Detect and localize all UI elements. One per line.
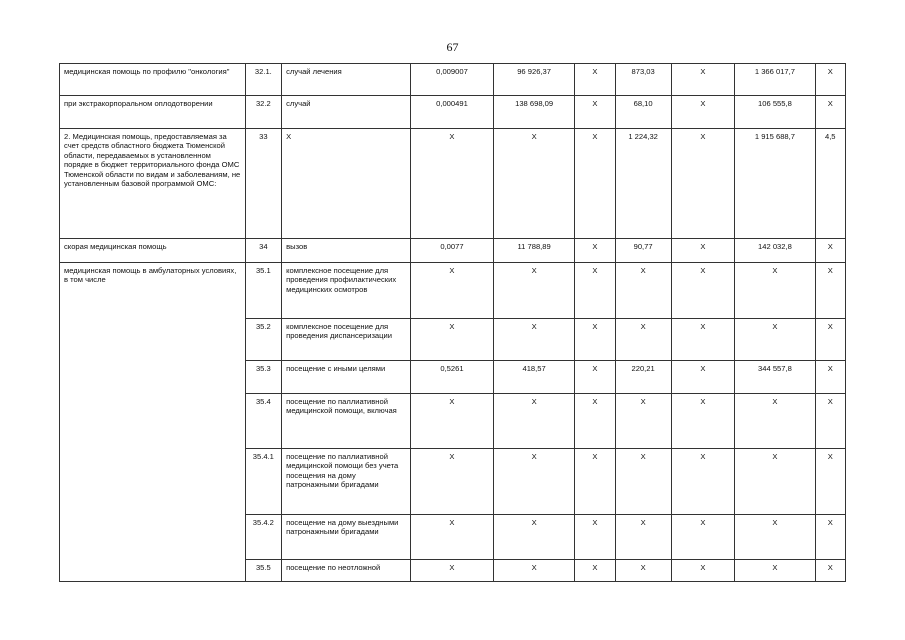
value-cell: X [815, 96, 846, 129]
value-cell: 4,5 [815, 129, 846, 239]
table-row [60, 129, 846, 239]
value-cell: X [575, 449, 616, 515]
value-cell: X [671, 239, 735, 263]
value-cell: X [671, 394, 735, 449]
value-cell: X [410, 263, 493, 319]
value-cell: X [671, 319, 735, 361]
value-cell: X [735, 449, 815, 515]
row-name: 2. Медицинская помощь, предоставляемая за счет средств областного бюджета Тюменской области, передаваемых в установленном порядке в бюджет территориального фонда ОМС Тюменской области по видам и заболеваниям, не установленным базовой программой ОМС: [60, 129, 246, 239]
value-cell: X [494, 449, 575, 515]
value-cell: 68,10 [615, 96, 671, 129]
row-name: при экстракорпоральном оплодотворении [60, 96, 246, 129]
value-cell: 873,03 [615, 64, 671, 96]
value-cell: X [815, 449, 846, 515]
row-unit: комплексное посещение для проведения диспансеризации [282, 319, 411, 361]
value-cell: X [671, 64, 735, 96]
page-number: 67 [446, 40, 459, 54]
value-cell: X [494, 319, 575, 361]
row-unit: X [282, 129, 411, 239]
value-cell: 0,5261 [410, 361, 493, 394]
value-cell: X [735, 515, 815, 560]
row-unit: посещение по паллиативной медицинской помощи, включая [282, 394, 411, 449]
value-cell: 138 698,09 [494, 96, 575, 129]
value-cell: X [410, 394, 493, 449]
value-cell: X [410, 129, 493, 239]
value-cell: 0,000491 [410, 96, 493, 129]
value-cell: X [615, 515, 671, 560]
value-cell: X [735, 263, 815, 319]
row-unit: случай лечения [282, 64, 411, 96]
row-unit: посещение с иными целями [282, 361, 411, 394]
value-cell: 106 555,8 [735, 96, 815, 129]
value-cell: X [615, 319, 671, 361]
table-row [60, 239, 846, 263]
value-cell: X [575, 394, 616, 449]
value-cell: 90,77 [615, 239, 671, 263]
value-cell: X [615, 449, 671, 515]
row-unit: посещение на дому выездными патронажными бригадами [282, 515, 411, 560]
value-cell: 142 032,8 [735, 239, 815, 263]
value-cell: X [671, 449, 735, 515]
value-cell: X [671, 129, 735, 239]
value-cell: X [494, 394, 575, 449]
value-cell: X [575, 515, 616, 560]
row-unit: посещение по неотложной [282, 560, 411, 582]
row-code: 35.3 [245, 361, 282, 394]
value-cell: X [815, 560, 846, 582]
row-code: 32.1. [245, 64, 282, 96]
value-cell: 220,21 [615, 361, 671, 394]
value-cell: X [410, 560, 493, 582]
row-code: 35.2 [245, 319, 282, 361]
value-cell: X [494, 515, 575, 560]
value-cell: X [575, 560, 616, 582]
value-cell: X [671, 361, 735, 394]
value-cell: X [815, 64, 846, 96]
row-code: 35.4 [245, 394, 282, 449]
value-cell: X [575, 319, 616, 361]
value-cell: X [815, 515, 846, 560]
value-cell: 96 926,37 [494, 64, 575, 96]
value-cell: X [815, 263, 846, 319]
row-code: 35.4.1 [245, 449, 282, 515]
value-cell: X [815, 319, 846, 361]
value-cell: X [410, 319, 493, 361]
row-name: медицинская помощь по профилю "онкология" [60, 64, 246, 96]
value-cell: X [494, 560, 575, 582]
row-unit: вызов [282, 239, 411, 263]
table-row [60, 64, 846, 96]
value-cell: X [815, 239, 846, 263]
value-cell: X [575, 129, 616, 239]
value-cell: X [575, 96, 616, 129]
value-cell: X [494, 129, 575, 239]
value-cell: X [410, 515, 493, 560]
value-cell: X [615, 560, 671, 582]
row-code: 35.4.2 [245, 515, 282, 560]
table-body [60, 64, 846, 582]
row-code: 34 [245, 239, 282, 263]
value-cell: 11 788,89 [494, 239, 575, 263]
row-unit: посещение по паллиативной медицинской помощи без учета посещения на дому патронажными бригадами [282, 449, 411, 515]
value-cell: X [671, 96, 735, 129]
value-cell: X [575, 263, 616, 319]
row-code: 33 [245, 129, 282, 239]
value-cell: X [410, 449, 493, 515]
value-cell: X [615, 394, 671, 449]
value-cell: X [815, 361, 846, 394]
table-row [60, 96, 846, 129]
row-code: 32.2 [245, 96, 282, 129]
value-cell: 1 915 688,7 [735, 129, 815, 239]
row-unit: случай [282, 96, 411, 129]
value-cell: X [815, 394, 846, 449]
row-unit: комплексное посещение для проведения профилактических медицинских осмотров [282, 263, 411, 319]
value-cell: X [615, 263, 671, 319]
financing-table [59, 63, 846, 582]
value-cell: X [671, 263, 735, 319]
value-cell: 1 366 017,7 [735, 64, 815, 96]
value-cell: 0,009007 [410, 64, 493, 96]
value-cell: X [735, 560, 815, 582]
value-cell: X [735, 319, 815, 361]
value-cell: X [671, 560, 735, 582]
value-cell: 344 557,8 [735, 361, 815, 394]
value-cell: X [575, 239, 616, 263]
value-cell: X [575, 361, 616, 394]
value-cell: X [735, 394, 815, 449]
row-name: скорая медицинская помощь [60, 239, 246, 263]
value-cell: X [494, 263, 575, 319]
row-code: 35.5 [245, 560, 282, 582]
table-row [60, 263, 846, 319]
value-cell: X [575, 64, 616, 96]
row-name: медицинская помощь в амбулаторных условиях, в том числе [60, 263, 246, 582]
value-cell: 418,57 [494, 361, 575, 394]
value-cell: 0,0077 [410, 239, 493, 263]
value-cell: X [671, 515, 735, 560]
value-cell: 1 224,32 [615, 129, 671, 239]
row-code: 35.1 [245, 263, 282, 319]
